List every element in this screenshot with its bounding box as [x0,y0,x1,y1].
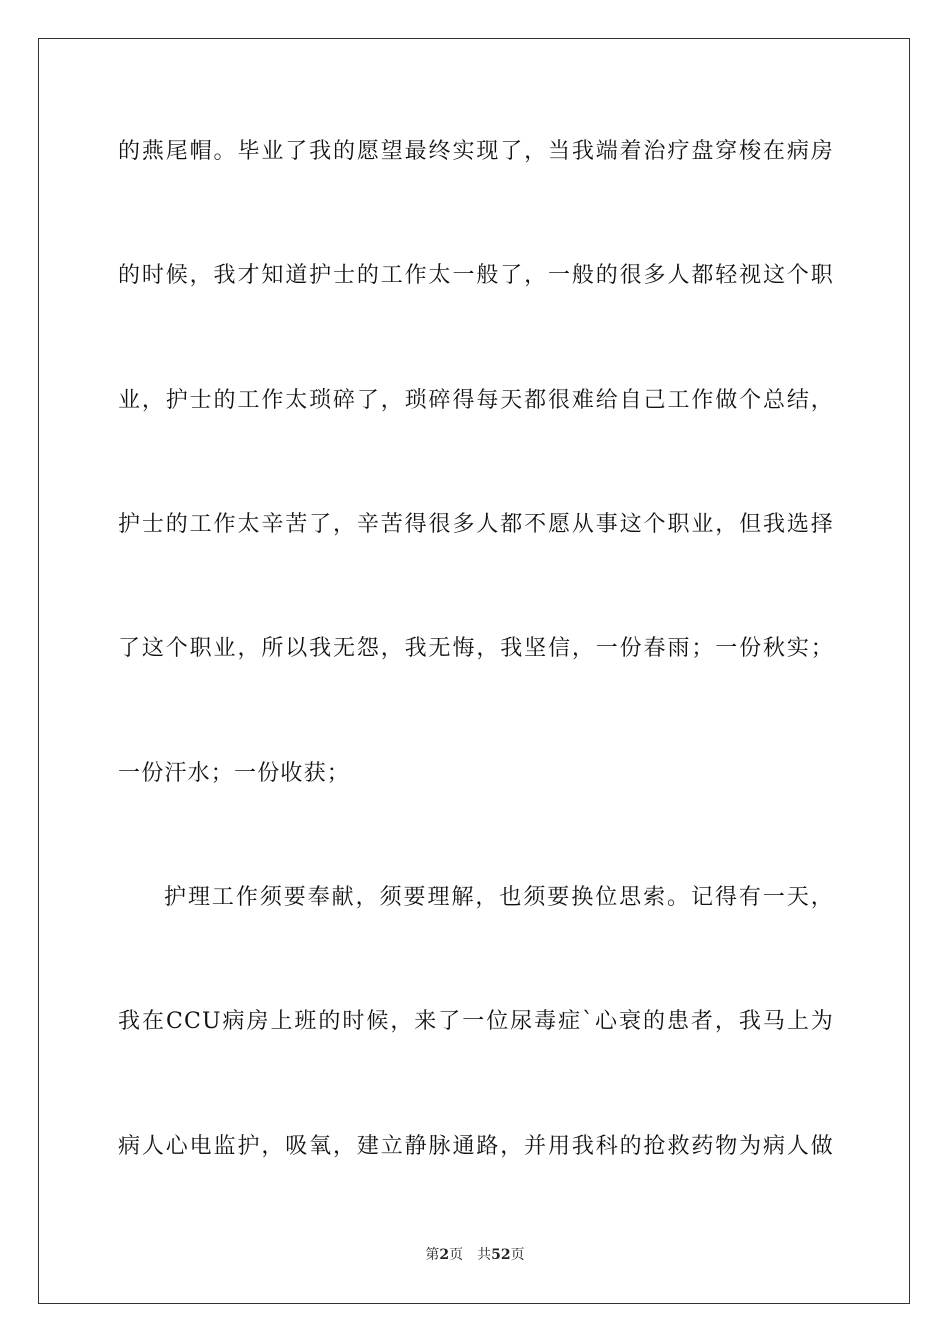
total-pages: 52 [491,1247,511,1263]
page-suffix: 页 [449,1247,464,1263]
page-footer [0,1246,950,1264]
total-prefix: 共 [477,1247,492,1263]
text-line-5: 了这个职业，所以我无怨，我无悔，我坚信，一份春雨；一份秋实； [118,636,834,661]
text-line-3: 业，护士的工作太琐碎了，琐碎得每天都很难给自己工作做个总结， [118,388,834,413]
text-line-1: 的燕尾帽。毕业了我的愿望最终实现了，当我端着治疗盘穿梭在病房 [118,139,834,164]
page-border [38,38,910,1304]
page-prefix: 第 [425,1247,440,1263]
text-line-7-paragraph-start: 护理工作须要奉献，须要理解，也须要换位思索。记得有一天， [164,885,834,910]
text-line-6: 一份汗水；一份收获； [118,761,351,786]
page-number: 2 [439,1247,450,1263]
total-suffix: 页 [510,1247,525,1263]
text-line-2: 的时候，我才知道护士的工作太一般了，一般的很多人都轻视这个职 [118,263,834,288]
text-line-8: 我在CCU病房上班的时候，来了一位尿毒症`心衰的患者，我马上为 [118,1009,834,1034]
text-line-9: 病人心电监护，吸氧，建立静脉通路，并用我科的抢救药物为病人做 [118,1134,834,1159]
text-line-4: 护士的工作太辛苦了，辛苦得很多人都不愿从事这个职业，但我选择 [118,512,834,537]
